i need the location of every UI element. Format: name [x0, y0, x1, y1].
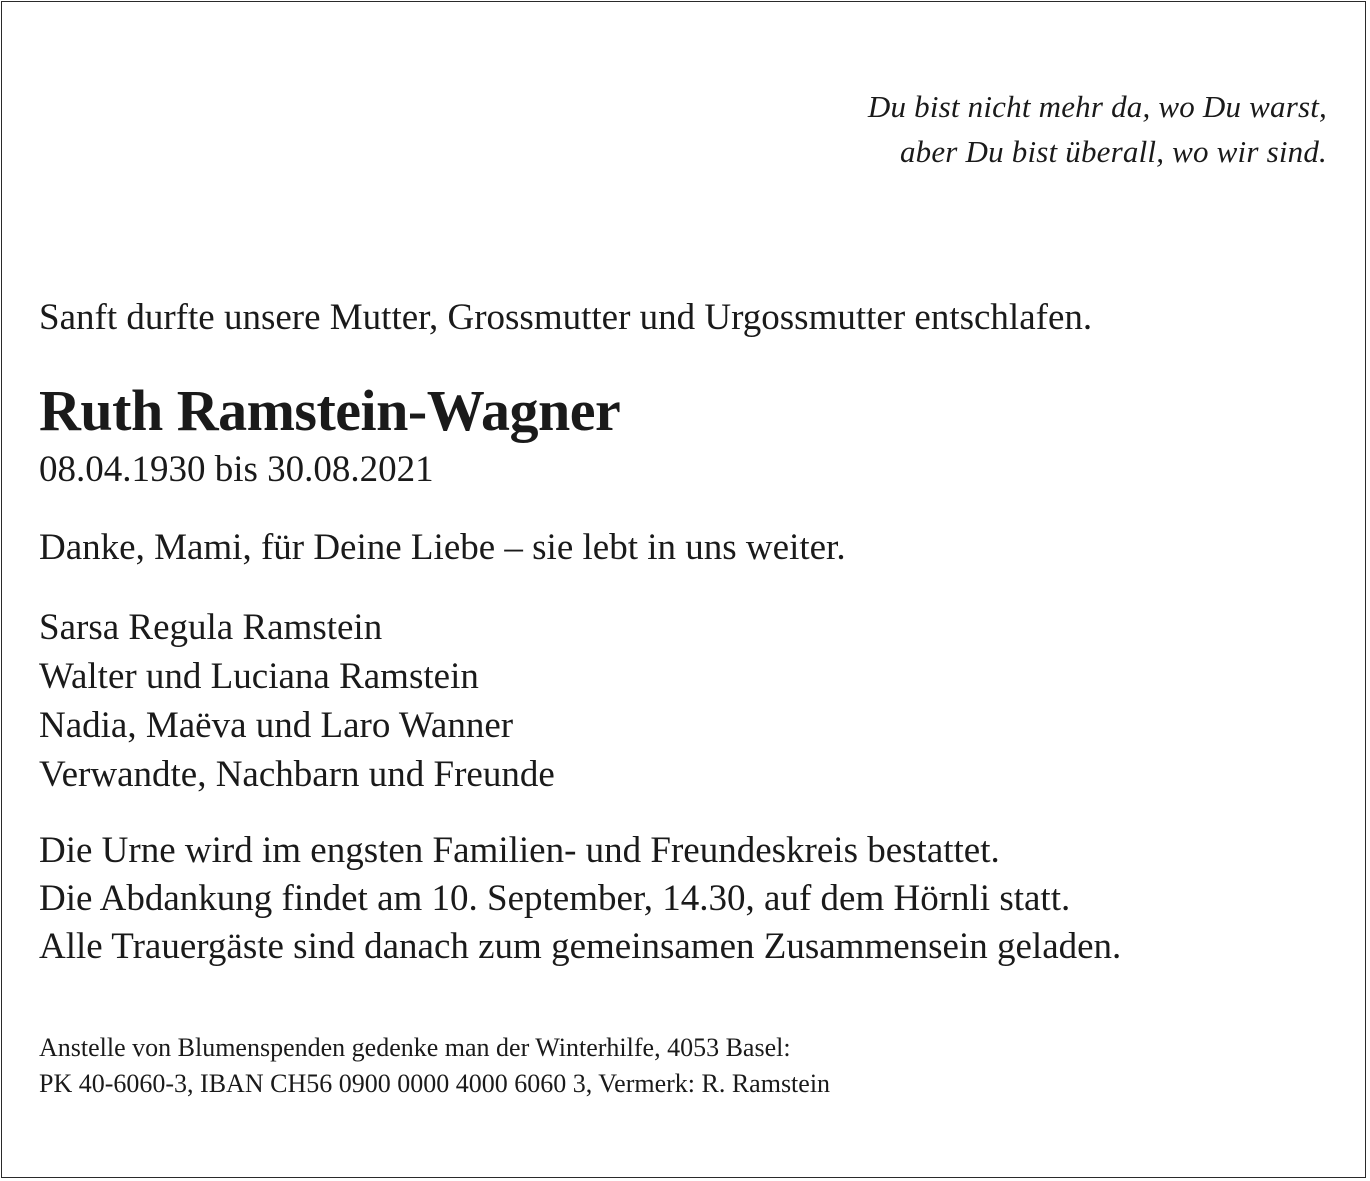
- notice-frame: [1, 1, 1366, 1178]
- mourners-list: [39, 603, 555, 799]
- donation-line: PK 40-6060-3, IBAN CH56 0900 0000 4000 6060 3, Vermerk: R. Ramstein: [39, 1069, 831, 1098]
- mourner-line: Walter und Luciana Ramstein: [39, 656, 479, 697]
- mourner-line: Nadia, Maëva und Laro Wanner: [39, 705, 514, 746]
- thanks-text: Danke, Mami, für Deine Liebe – sie lebt in uns weiter.: [39, 527, 846, 568]
- motto-line: aber Du bist überall, wo wir sind.: [899, 134, 1327, 169]
- donation-info: [39, 1030, 830, 1102]
- deceased-name: Ruth Ramstein-Wagner: [39, 378, 621, 443]
- info-line: Die Urne wird im engsten Familien- und Freundeskreis bestattet.: [39, 830, 1000, 871]
- motto-line: Du bist nicht mehr da, wo Du warst,: [867, 89, 1327, 124]
- life-dates: 08.04.1930 bis 30.08.2021: [39, 449, 434, 490]
- info-line: Alle Trauergäste sind danach zum gemeinsamen Zusammensein geladen.: [39, 926, 1122, 967]
- mourner-line: Sarsa Regula Ramstein: [39, 607, 383, 648]
- donation-line: Anstelle von Blumenspenden gedenke man der Winterhilfe, 4053 Basel:: [39, 1033, 791, 1062]
- info-line: Die Abdankung findet am 10. September, 14.30, auf dem Hörnli statt.: [39, 878, 1071, 919]
- ceremony-info: [39, 827, 1121, 971]
- mourner-line: Verwandte, Nachbarn und Freunde: [39, 754, 555, 795]
- intro-text: Sanft durfte unsere Mutter, Grossmutter und Urgossmutter entschlafen.: [39, 297, 1093, 338]
- motto-quote: [868, 84, 1327, 174]
